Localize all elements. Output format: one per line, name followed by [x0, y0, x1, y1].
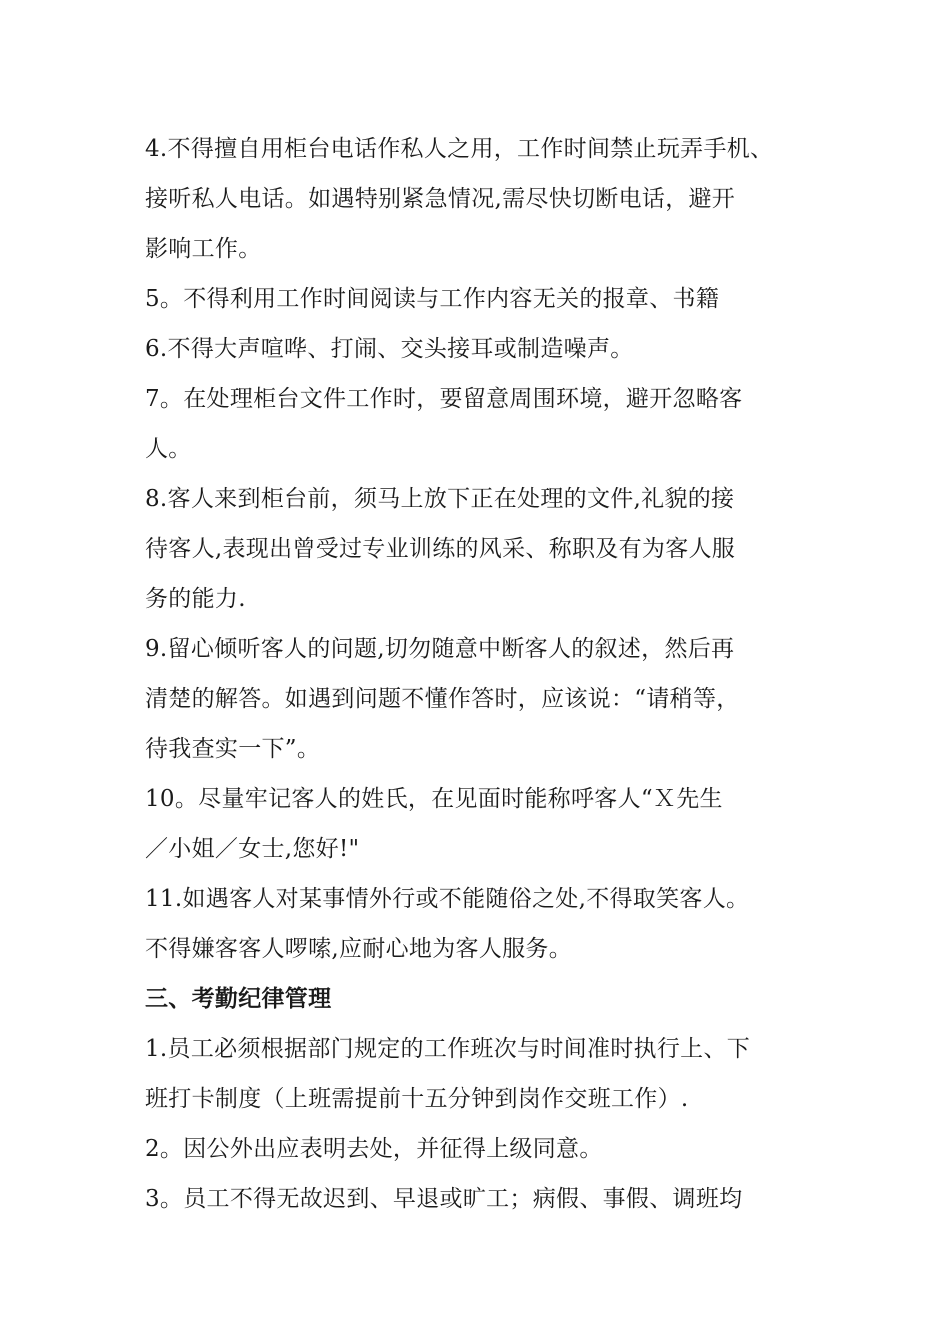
document-body	[145, 124, 825, 1224]
text-line-rule-10a: 10。尽量牢记客人的姓氏，在见面时能称呼客人“Ｘ先生	[145, 786, 723, 812]
text-line-rule-8a: 8.客人来到柜台前，须马上放下正在处理的文件,礼貌的接	[145, 486, 735, 512]
text-line-rule-8b: 待客人,表现出曾受过专业训练的风采、称职及有为客人服	[145, 536, 736, 562]
text-line-rule-10b: ／小姐／女士,您好!"	[145, 836, 360, 862]
text-line-attendance-2: 2。因公外出应表明去处，并征得上级同意。	[145, 1136, 603, 1162]
text-line-rule-9a: 9.留心倾听客人的问题,切勿随意中断客人的叙述，然后再	[145, 636, 735, 662]
text-line-rule-6: 6.不得大声喧哗、打闹、交头接耳或制造噪声。	[145, 336, 634, 362]
text-line-rule-11b: 不得嫌客客人啰嗦,应耐心地为客人服务。	[145, 936, 573, 962]
text-line-attendance-3: 3。员工不得无故迟到、早退或旷工；病假、事假、调班均	[145, 1186, 743, 1212]
text-line-rule-11a: 11.如遇客人对某事情外行或不能随俗之处,不得取笑客人。	[145, 886, 750, 912]
text-line-rule-4b: 接听私人电话。如遇特别紧急情况,需尽快切断电话，避开	[145, 186, 736, 212]
text-line-attendance-1b: 班打卡制度（上班需提前十五分钟到岗作交班工作）.	[145, 1086, 689, 1112]
text-line-rule-5: 5。不得利用工作时间阅读与工作内容无关的报章、书籍	[145, 286, 720, 312]
text-line-rule-4a: 4.不得擅自用柜台电话作私人之用，工作时间禁止玩弄手机、	[145, 136, 774, 162]
text-line-rule-8c: 务的能力.	[145, 586, 246, 612]
text-line-rule-9b: 清楚的解答。如遇到问题不懂作答时，应该说：“请稍等，	[145, 686, 740, 712]
text-line-rule-9c: 待我查实一下”。	[145, 736, 321, 762]
text-line-rule-7b: 人。	[145, 436, 192, 462]
text-line-rule-7a: 7。在处理柜台文件工作时，要留意周围环境，避开忽略客	[145, 386, 743, 412]
text-line-rule-4c: 影响工作。	[145, 236, 262, 262]
section-heading: 三、考勤纪律管理	[145, 986, 332, 1012]
text-line-attendance-1a: 1.员工必须根据部门规定的工作班次与时间准时执行上、下	[145, 1036, 751, 1062]
